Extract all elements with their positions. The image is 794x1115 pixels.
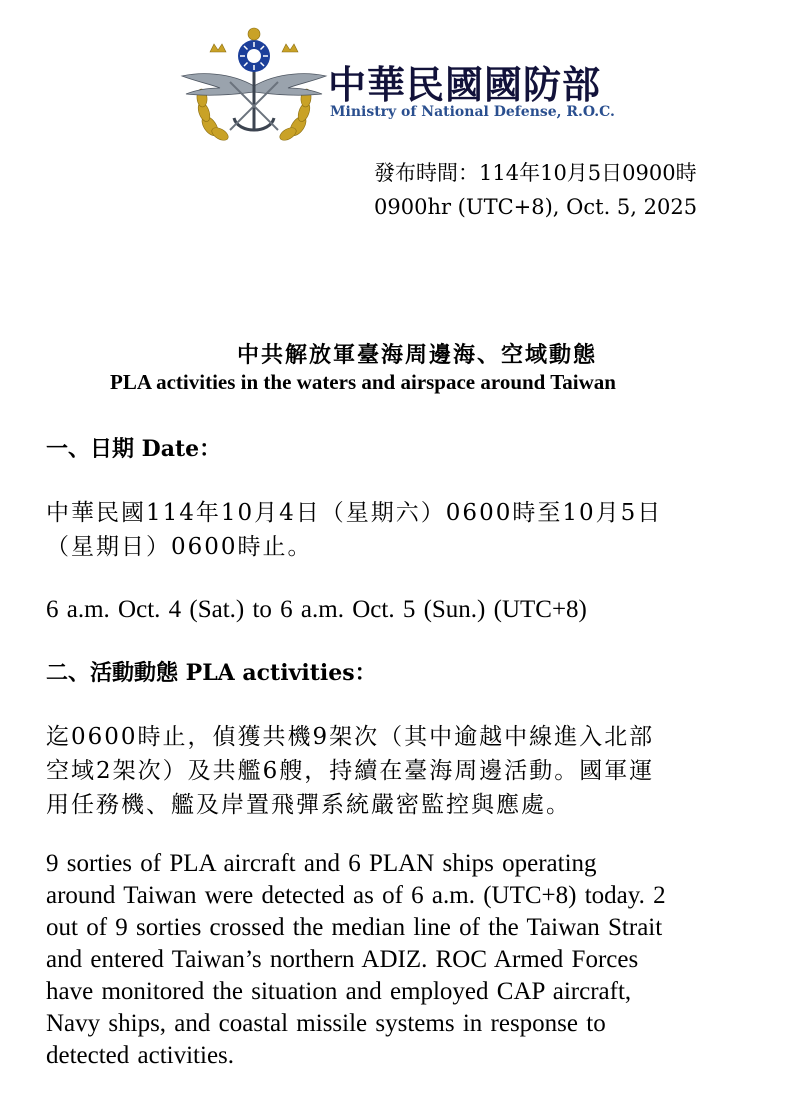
org-name-en: Ministry of National Defense, R.O.C. <box>330 104 615 120</box>
release-time-cn: 發布時間：114年10月5日0900時 <box>374 161 697 185</box>
org-name-cn: 中華民國國防部 <box>328 63 602 107</box>
date-paragraph-cn <box>46 496 756 564</box>
date-en-line: 6 a.m. Oct. 4 (Sat.) to 6 a.m. Oct. 5 (Sun.) (UTC+8) <box>46 596 587 623</box>
date-cn-line: （星期日）0600時止。 <box>46 534 313 560</box>
date-paragraph-en <box>46 594 756 626</box>
mnd-emblem-icon <box>180 26 328 146</box>
activities-cn-line: 用任務機、艦及岸置飛彈系統嚴密監控與應處。 <box>46 792 571 818</box>
activities-en-line: have monitored the situation and employed CAP aircraft, <box>46 978 632 1005</box>
release-time <box>374 156 697 224</box>
activities-en-line: out of 9 sorties crossed the median line of the Taiwan Strait <box>46 914 663 941</box>
letterhead <box>180 26 630 146</box>
date-cn-line: 中華民國114年10月4日（星期六）0600時至10月5日 <box>46 500 663 526</box>
activities-cn-line: 空域2架次）及共艦6艘，持續在臺海周邊活動。國軍運 <box>46 758 655 784</box>
activities-cn-line: 迄0600時止，偵獲共機9架次（其中逾越中線進入北部 <box>46 724 655 750</box>
activities-en-line: 9 sorties of PLA aircraft and 6 PLAN ships operating <box>46 850 597 877</box>
section-activities-heading: 二、活動動態 PLA activities： <box>46 660 377 686</box>
title-en: PLA activities in the waters and airspace around Taiwan <box>110 370 616 394</box>
activities-en-line: Navy ships, and coastal missile systems in response to <box>46 1010 606 1037</box>
activities-paragraph-cn <box>46 720 756 822</box>
activities-en-line: and entered Taiwan’s northern ADIZ. ROC Armed Forces <box>46 946 639 973</box>
release-time-en: 0900hr (UTC+8), Oct. 5, 2025 <box>374 195 698 219</box>
activities-en-line: detected activities. <box>46 1042 235 1069</box>
section-date-heading: 一、日期 Date： <box>46 436 222 462</box>
title-cn: 中共解放軍臺海周邊海、空域動態 <box>236 342 597 368</box>
activities-paragraph-en <box>46 848 756 1072</box>
activities-en-line: around Taiwan were detected as of 6 a.m. (UTC+8) today. 2 <box>46 882 666 909</box>
